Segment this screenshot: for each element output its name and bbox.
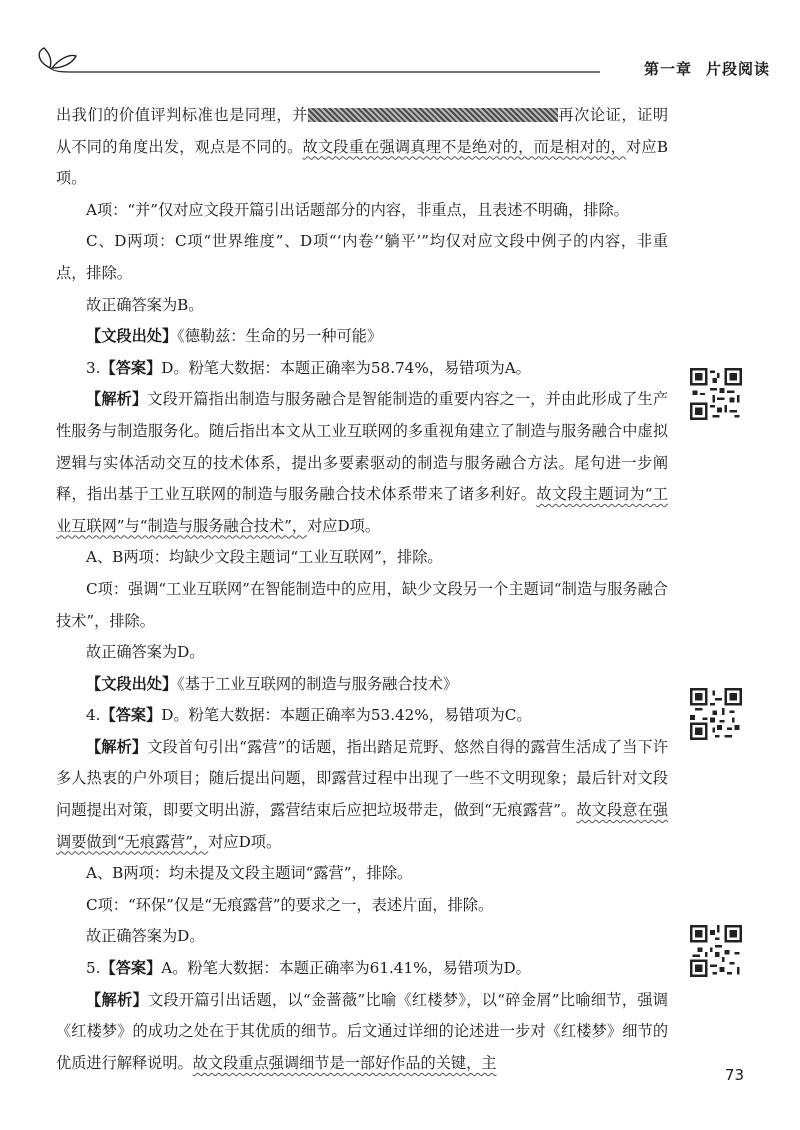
- key-sentence: 故文段重在强调真理不是绝对的，而是相对的，: [302, 137, 627, 156]
- paragraph: 故正确答案为D。: [86, 643, 205, 662]
- answer-line: 4.【答案】D。粉笔大数据：本题正确率为53.42%，易错项为C。: [86, 706, 532, 725]
- paragraph: A、B两项：均未提及文段主题词“露营”，排除。: [86, 864, 413, 883]
- key-sentence: 故文段重点强调细节是一部好作品的关键，主: [192, 1053, 497, 1072]
- page-body: [56, 100, 668, 1079]
- paragraph: 故正确答案为B。: [86, 295, 204, 314]
- chapter-title: [630, 58, 770, 79]
- page-number: 73: [724, 1066, 744, 1084]
- qr-code-icon[interactable]: [690, 925, 742, 977]
- page-header: [30, 40, 770, 80]
- paragraph: A项：“并”仅对应文段开篇引出话题部分的内容，非重点，且表述不明确，排除。: [86, 200, 629, 219]
- paragraph: 故正确答案为D。: [86, 927, 205, 946]
- section-title: 片段阅读: [705, 60, 770, 78]
- paragraph: C项：强调“工业互联网”在智能制造中的应用，缺少文段另一个主题词“制造与服务融合技术”，排除。: [56, 579, 668, 630]
- redacted-text: [308, 108, 558, 122]
- qr-code-icon[interactable]: [690, 368, 742, 420]
- answer-line: 3.【答案】D。粉笔大数据：本题正确率为58.74%，易错项为A。: [86, 358, 531, 377]
- key-sentence: 故文段意在强调要做到“无痕露营”，: [56, 801, 669, 851]
- answer-line: 5.【答案】A。粉笔大数据：本题正确率为61.41%，易错项为D。: [86, 959, 531, 978]
- paragraph: C项：“环保”仅是“无痕露营”的要求之一，表述片面，排除。: [86, 895, 494, 914]
- chapter-number: 第一章: [643, 60, 692, 78]
- explanation: 【解析】文段首句引出“露营”的话题，指出踏足荒野、悠然自得的露营生活成了当下许多人热衷的户外项目；随后提出问题，即露营过程中出现了一些不文明现象；最后针对文段问题提出对策，即要文明出游，露营结束后应把垃圾带走，做到“无痕露营”。故文段意在强调要做到“无痕露营”，对应D项。: [56, 737, 669, 851]
- explanation: 【解析】文段开篇引出话题，以“金蔷薇”比喻《红楼梦》，以“碎金屑”比喻细节，强调《红楼梦》的成功之处在于其优质的细节。后文通过详细的论述进一步对《红楼梦》细节的优质进行解释说明。故文段重点强调细节是一部好作品的关键，主: [56, 990, 668, 1072]
- qr-code-icon[interactable]: [690, 688, 742, 740]
- paragraph: A、B两项：均缺少文段主题词“工业互联网”，排除。: [86, 548, 443, 567]
- source-line: 【文段出处】《基于工业互联网的制造与服务融合技术》: [86, 674, 459, 693]
- explanation: 【解析】文段开篇指出制造与服务融合是智能制造的重要内容之一，并由此形成了生产性服务与制造服务化。随后指出本文从工业互联网的多重视角建立了制造与服务融合中虚拟逻辑与实体活动交互的技术体系，提出多要素驱动的制造与服务融合方法。尾句进一步阐释，指出基于工业互联网的制造与服务融合技术体系带来了诸多利好。故文段主题词为“工业互联网”与“制造与服务融合技术”，对应D项。: [56, 390, 669, 535]
- paragraph: 出我们的价值评判标准也是同理，并 再次论证，证明从不同的角度出发，观点是不同的。故文段重在强调真理不是绝对的，而是相对的，对应B项。: [56, 106, 669, 188]
- source-line: 【文段出处】《德勒兹：生命的另一种可能》: [86, 327, 383, 346]
- key-sentence: 故文段主题词为“工业互联网”与“制造与服务融合技术”，: [56, 485, 669, 535]
- paragraph: C、D两项：C项“世界维度”、D项“‘内卷’‘躺平’”均仅对应文段中例子的内容，非重点，排除。: [56, 232, 668, 282]
